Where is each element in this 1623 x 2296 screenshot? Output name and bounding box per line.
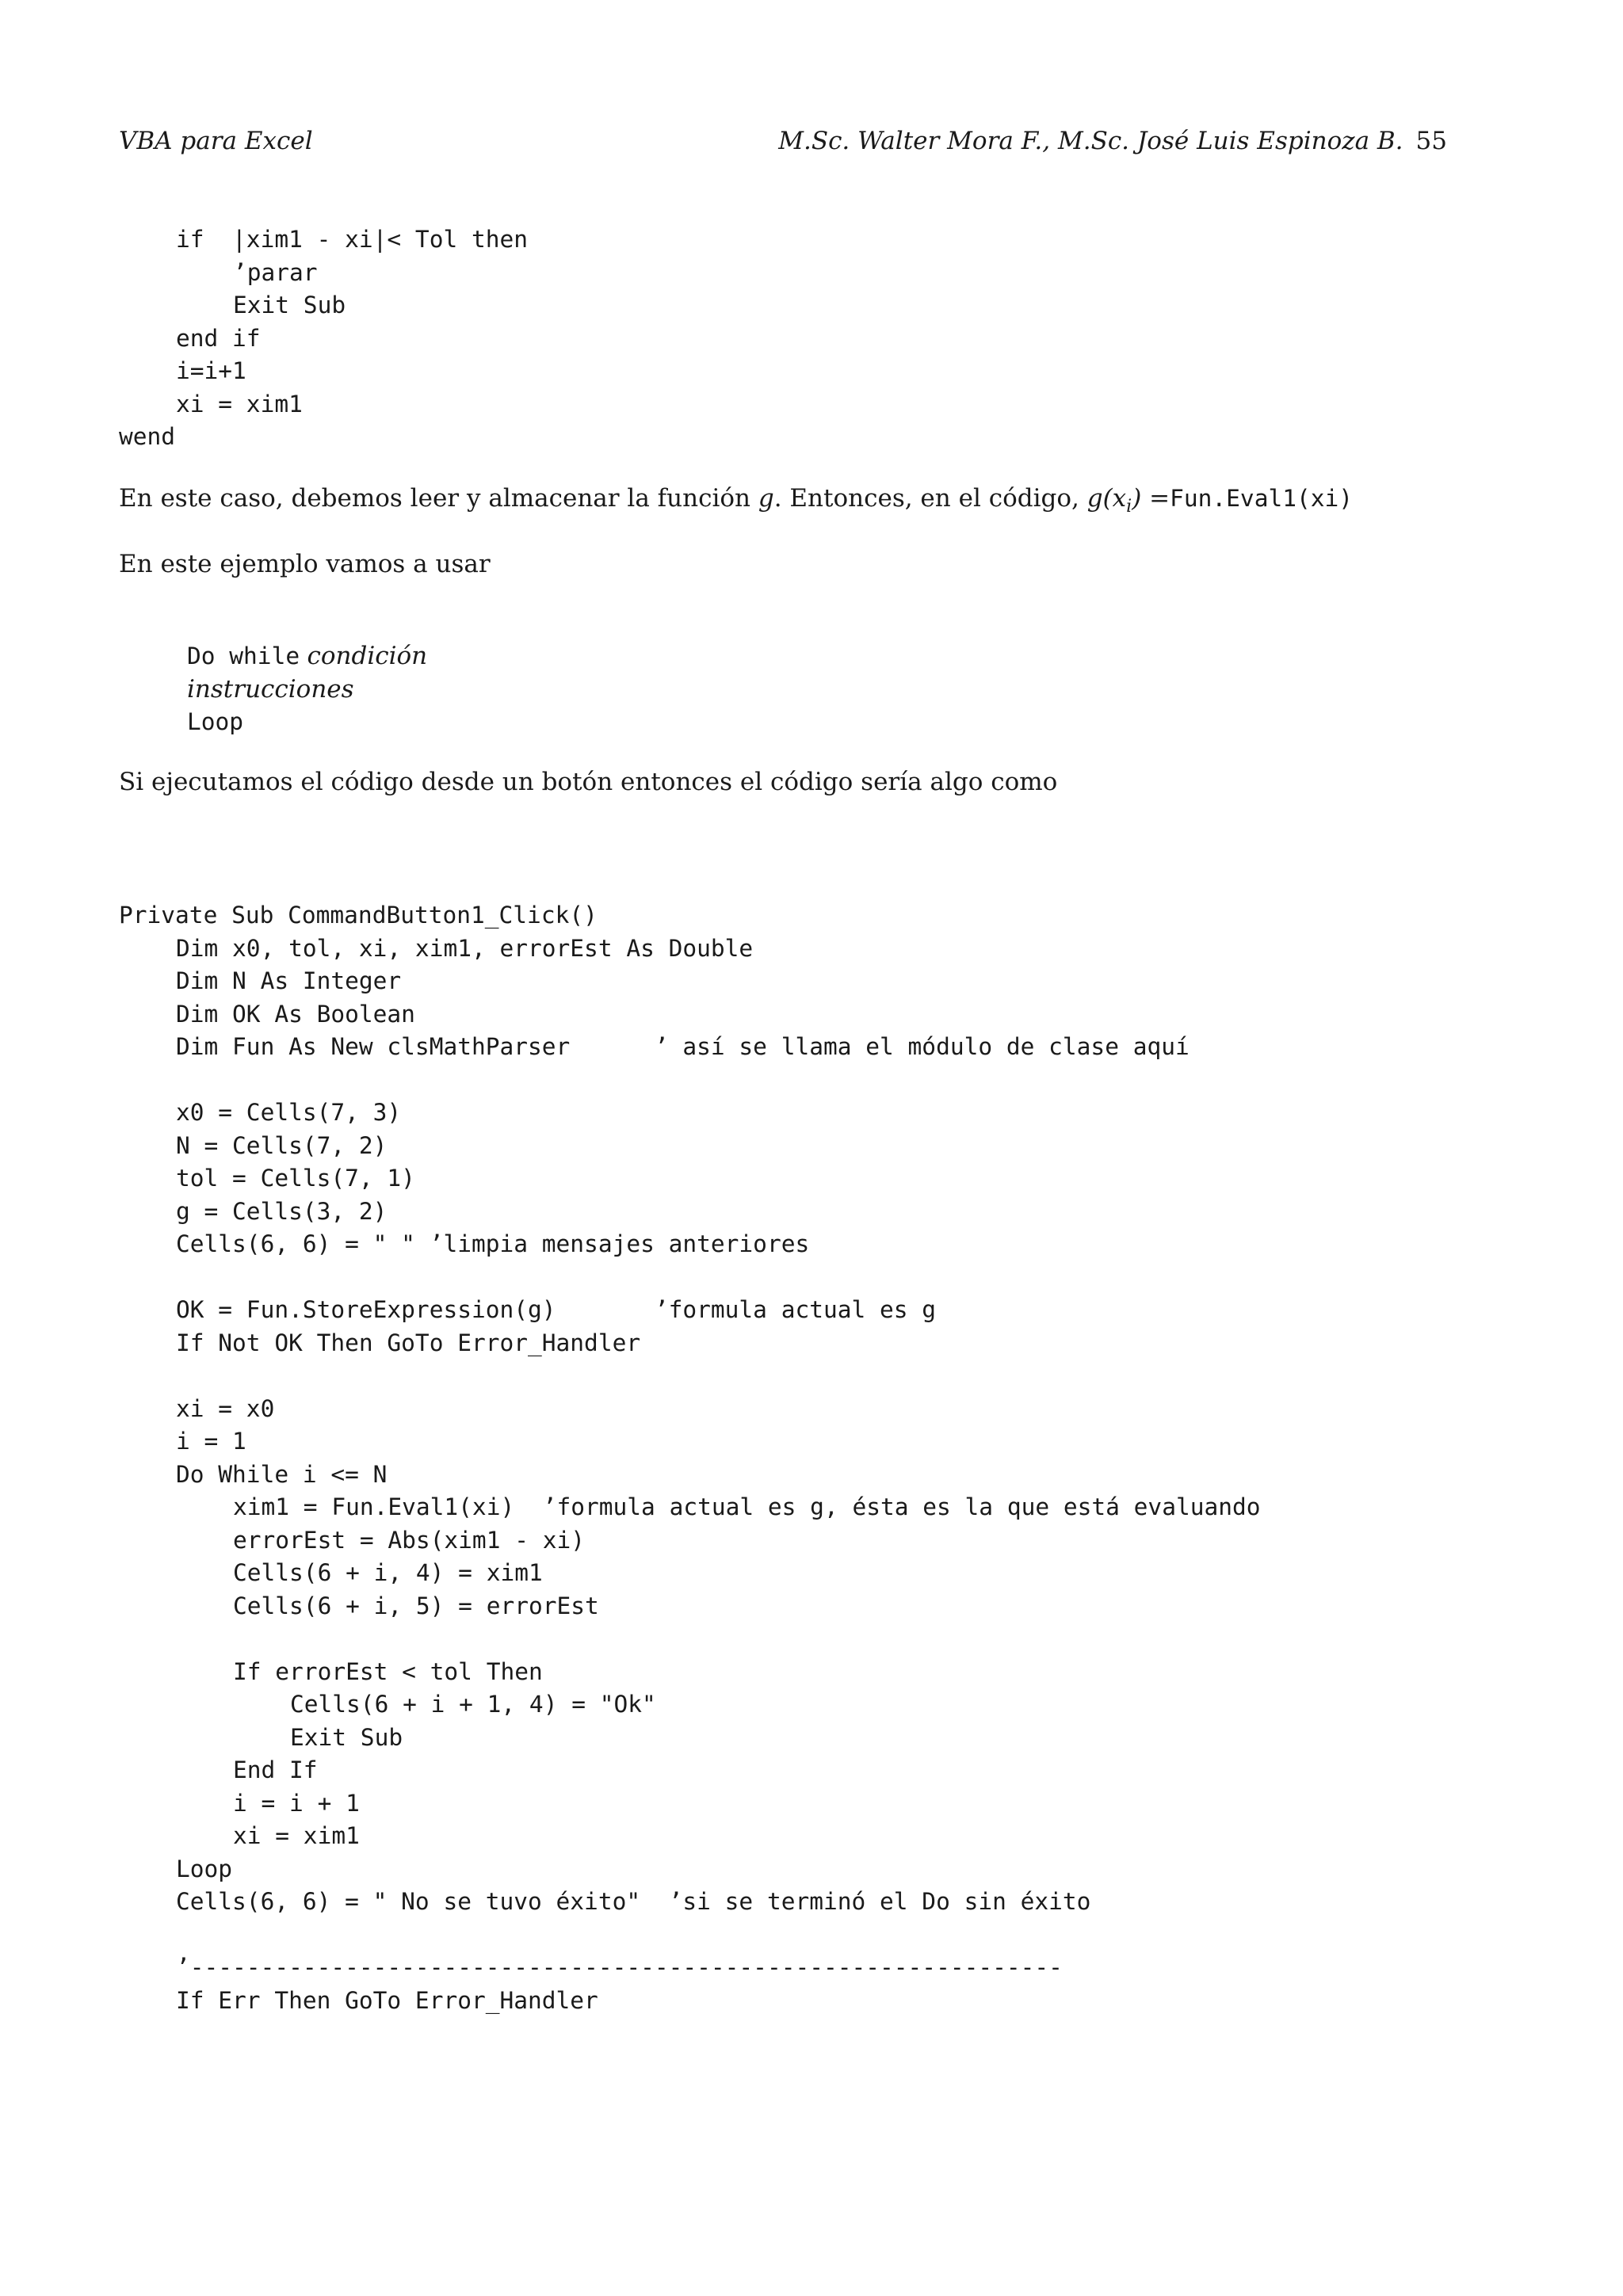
code-line: Exit Sub [290, 1723, 403, 1751]
paragraph-example-intro: En este ejemplo vamos a usar [119, 550, 491, 578]
code-line: xim1 = Fun.Eval1(xi) ’formula actual es g, ésta es la que está evaluando [233, 1493, 1261, 1520]
code-line: Exit Sub [233, 292, 346, 318]
code-line [119, 1261, 1261, 1295]
code-line: errorEst = Abs(xim1 - xi) [233, 1526, 586, 1554]
do-while-loop-line [187, 706, 427, 739]
do-while-instructions-line [187, 673, 427, 707]
header-book-title: VBA para Excel [119, 127, 313, 155]
code-line: g = Cells(3, 2) [176, 1197, 388, 1225]
code-line: Dim OK As Boolean [176, 1000, 415, 1028]
code-line: If errorEst < tol Then [233, 1657, 543, 1685]
do-while-instructions: instrucciones [187, 674, 354, 704]
code-line: Loop [176, 1855, 233, 1882]
header-authors-block [778, 127, 1447, 155]
code-line: If Not OK Then GoTo Error_Handler [176, 1329, 641, 1356]
code-line: Dim N As Integer [176, 967, 402, 994]
code-line: end if [176, 324, 261, 352]
code-line: if |xim1 - xi|< Tol then [176, 226, 529, 253]
code-line: Private Sub CommandButton1_Click() [119, 902, 598, 929]
code-line: Do While i <= N [176, 1460, 388, 1488]
inline-code-eval: Fun.Eval1(xi) [1170, 485, 1354, 512]
code-block-loop-end [119, 223, 528, 454]
code-line: Cells(6, 6) = " No se tuvo éxito" ’si se terminó el Do sin éxito [176, 1888, 1091, 1915]
code-line: wend [119, 423, 176, 450]
code-line: OK = Fun.StoreExpression(g) ’formula actual es g [176, 1296, 937, 1323]
code-line: xi = x0 [176, 1394, 275, 1422]
do-while-condition: condición [307, 642, 428, 670]
para1-text-a: En este caso, debemos leer y almacenar la función [119, 484, 758, 513]
do-while-keyword: Do while [187, 643, 300, 669]
code-line: Dim x0, tol, xi, xim1, errorEst As Double [176, 934, 754, 962]
code-line: Cells(6 + i, 4) = xim1 [233, 1559, 543, 1586]
page-number: 55 [1415, 127, 1447, 155]
code-line: xi = xim1 [233, 1822, 360, 1849]
para1-text-b: . Entonces, en el código, [773, 484, 1087, 513]
code-line: i=i+1 [176, 357, 246, 384]
code-line [119, 1064, 1261, 1097]
code-line: If Err Then GoTo Error_Handler [176, 1986, 598, 2014]
formula-gxi: $g(x_i)$ = [1086, 484, 1170, 517]
symbol-g: g [758, 484, 774, 513]
code-line: tol = Cells(7, 1) [176, 1165, 415, 1192]
page-header [119, 127, 1447, 162]
code-line: End If [233, 1756, 318, 1783]
code-block-command-button [119, 899, 1261, 2017]
code-line: xi = xim1 [176, 390, 303, 418]
code-line [119, 1919, 1261, 1952]
code-line: x0 = Cells(7, 3) [176, 1099, 402, 1126]
code-line: Cells(6 + i, 5) = errorEst [233, 1592, 599, 1619]
header-authors: M.Sc. Walter Mora F., M.Sc. José Luis Espinoza B. [778, 127, 1403, 155]
do-while-syntax [187, 640, 427, 739]
code-line: ’-------------------------------------------------------------- [176, 1954, 1063, 1981]
code-line: N = Cells(7, 2) [176, 1131, 388, 1159]
code-line: i = i + 1 [233, 1789, 360, 1817]
code-line [119, 1623, 1261, 1656]
do-while-line [187, 640, 427, 673]
do-while-loop: Loop [187, 708, 244, 735]
paragraph-function-g [119, 482, 1353, 523]
code-line [119, 1360, 1261, 1393]
paragraph-button-code: Si ejecutamos el código desde un botón entonces el código sería algo como [119, 768, 1058, 796]
code-line: Cells(6 + i + 1, 4) = "Ok" [290, 1691, 656, 1718]
code-line: ’parar [233, 258, 318, 286]
code-line: Cells(6, 6) = " " ’limpia mensajes anteriores [176, 1230, 810, 1257]
code-line: Dim Fun As New clsMathParser ’ así se llama el módulo de clase aquí [176, 1033, 1190, 1060]
code-line: i = 1 [176, 1428, 246, 1455]
